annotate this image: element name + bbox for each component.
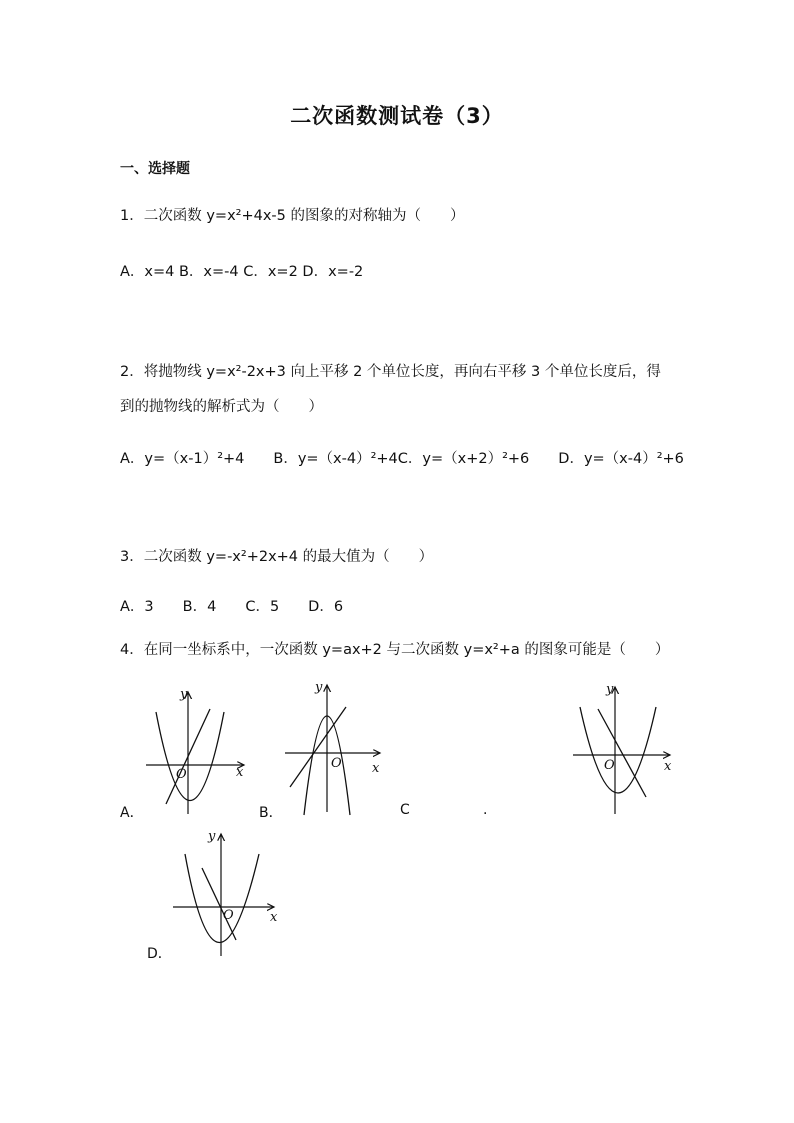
question-2-stem-line2: 到的抛物线的解析式为（ ） [120,399,323,415]
graph-option-b [280,677,390,817]
graph-option-a [138,684,253,819]
question-3-stem: 3．二次函数 y=-x²+2x+4 的最大值为（ ） [120,549,434,565]
question-4-stem: 4．在同一坐标系中，一次函数 y=ax+2 与二次函数 y=x²+a 的图象可能是（ ） [120,642,670,658]
option-c-label: C [400,802,410,818]
parabola [185,854,259,943]
graph-option-d [170,826,285,961]
x-axis-label: x [664,759,672,774]
line-graph [290,707,346,787]
origin-label: O [604,758,615,773]
x-axis-label: x [236,765,244,780]
graph-option-c [570,679,680,819]
option-c-dot: . [483,802,488,818]
y-axis-label: y [315,680,323,695]
x-axis-label: x [372,761,380,776]
option-d-label: D． [147,946,172,962]
y-axis-label: y [180,687,188,702]
question-2-options: A．y=（x-1）²+4 B．y=（x-4）²+4C．y=（x+2）²+6 D．y=（x-4）²+6 [120,451,684,467]
option-b-label: B． [259,805,283,821]
origin-label: O [331,756,342,771]
parabola [156,712,224,801]
question-3-options: A．3 B．4 C．5 D．6 [120,599,344,615]
origin-label: O [176,767,187,782]
question-1-options: A．x=4 B．x=-4 C．x=2 D．x=-2 [120,264,364,280]
section-heading: 一、选择题 [120,161,190,177]
origin-label: O [223,908,234,923]
page-title: 二次函数测试卷（3） [290,104,504,128]
x-axis-label: x [270,910,278,925]
question-2-stem-line1: 2．将抛物线 y=x²-2x+3 向上平移 2 个单位长度，再向右平移 3 个单位长度后，得 [120,364,661,380]
option-a-label: A． [120,805,144,821]
y-axis-label: y [208,829,216,844]
question-1-stem: 1．二次函数 y=x²+4x-5 的图象的对称轴为（ ） [120,208,465,224]
y-axis-label: y [606,682,614,697]
line-graph [202,868,236,940]
parabola [580,707,656,793]
